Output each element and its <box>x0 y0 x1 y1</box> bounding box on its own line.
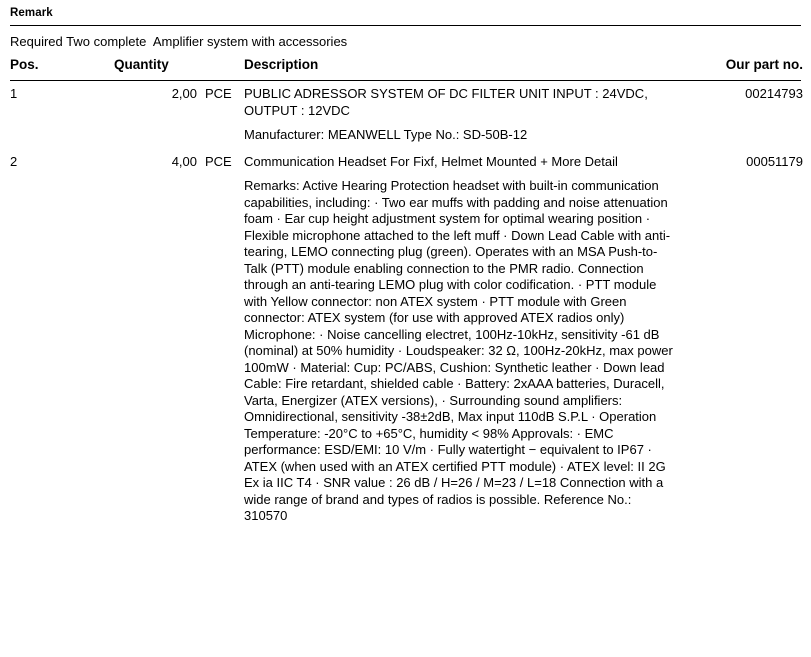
column-header-pos: Pos. <box>10 57 39 72</box>
row-quantity: 4,00 <box>171 153 197 169</box>
row-quantity: 2,00 <box>171 86 197 101</box>
table-row <box>10 76 803 144</box>
required-line: Required Two complete Amplifier system with accessories <box>10 34 348 49</box>
header-divider <box>10 25 801 26</box>
row-description-body: Remarks: Active Hearing Protection headset with built-in communication capabilities, including: · Two ear muffs with padding and noise attenuation foam · Ear cup height adjustment system for optimal wearing position · Flexible microphone attached to the left muff · Down Lead Cable with anti-tearing, LEMO connecting plug (green). Operates with an MSA Push-to-Talk (PTT) module enabling connection to the PMR radio. Connection through an anti-tearing LEMO plug with color codification. · PTT module with Yellow connector: non ATEX system · PTT module with Green connector: ATEX system (for use with approved ATEX radios only) Microphone: · Noise cancelling electret, 100Hz-10kHz, sensitivity -61 dB (nominal) at 50% humidity · Loudspeaker: 32 Ω, 100Hz-20kHz, max power 100mW · Material: Cup: PC/ABS, Cushion: Synthetic leather · Down lead Cable: Fire retardant, shielded cable · Battery: 2xAAA batteries, Duracell, Varta, Energizer (ATEX versions), · Surrounding sound amplifiers: Omnidirectional, sensitivity -38±2dB, Max input 110dB S.P.L · Operation Temperature: -20°C to +65°C, humidity < 98% Approvals: · EMC performance: ESD/EMI: 10 V/m · Fully watertight − equivalent to IP67 · ATEX (when used with an ATEX certified PTT module) · ATEX level: II 2G Ex ia IIC T4 · SNR value : 26 dB / H=26 / M=23 / L=18 Connection with a wide range of brand and types of radios is possible. Reference No.: 310570 <box>244 178 673 523</box>
row-part-no: 00214793 <box>745 86 803 101</box>
row-part-no: 00051179 <box>746 153 803 169</box>
row-unit: PCE <box>205 153 232 169</box>
row-unit: PCE <box>205 86 232 101</box>
items-table <box>10 57 803 525</box>
row-description <box>244 86 688 144</box>
row-description-sub: Manufacturer: MEANWELL Type No.: SD-50B-12 <box>244 127 528 142</box>
row-description-main: PUBLIC ADRESSOR SYSTEM OF DC FILTER UNIT INPUT : 24VDC, OUTPUT : 12VDC <box>244 86 648 118</box>
column-header-quantity: Quantity <box>114 57 169 72</box>
row-pos: 1 <box>10 86 18 101</box>
column-header-description: Description <box>244 57 319 72</box>
table-header-row <box>10 57 803 76</box>
column-header-part-no: Our part no. <box>725 57 803 72</box>
row-pos: 2 <box>10 153 18 169</box>
row-description <box>244 154 688 525</box>
row-description-main: Communication Headset For Fixf, Helmet Mounted + More Detail <box>244 153 618 169</box>
remark-heading: Remark <box>10 7 53 19</box>
table-header-divider <box>10 80 801 81</box>
table-row <box>10 144 803 525</box>
